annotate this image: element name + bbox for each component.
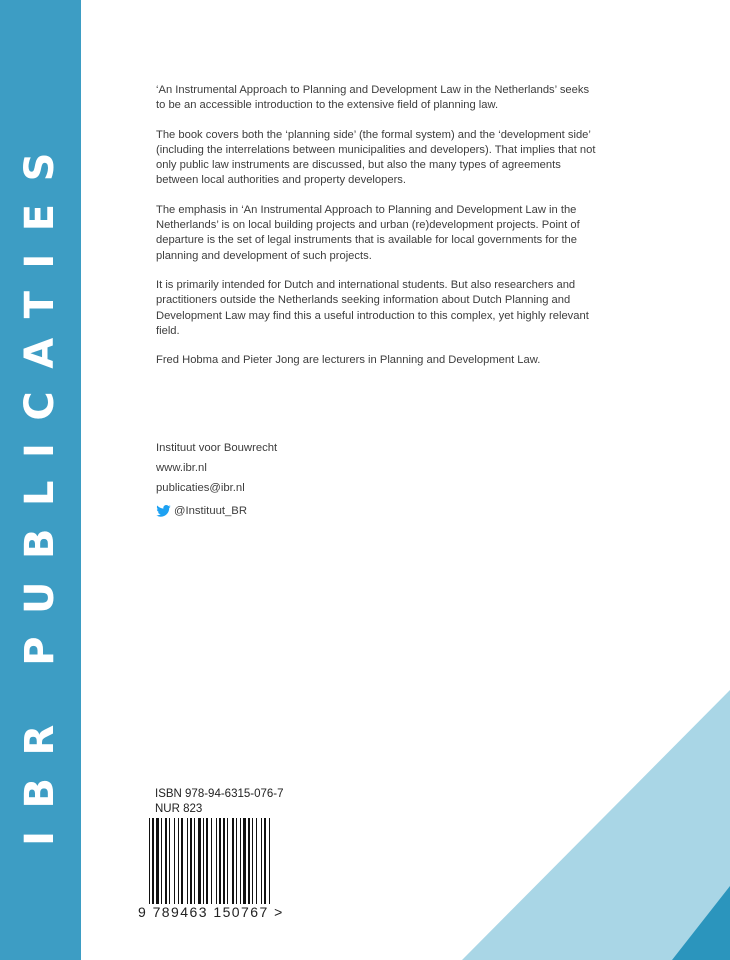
barcode-bar [252,818,253,904]
barcode-bar [264,818,266,904]
blurb-paragraph: ‘An Instrumental Approach to Planning and Development Law in the Netherlands’ seeks to be an accessible introduction to the extensive field of planning law. [156,84,590,112]
barcode-bar [256,818,257,904]
email-link[interactable]: publicaties@ibr.nl [156,482,245,494]
barcode-bar [190,818,192,904]
blurb-paragraph: Fred Hobma and Pieter Jong are lecturers in Planning and Development Law. [156,354,541,367]
isbn-block [155,787,284,817]
barcode-bar [261,818,262,904]
blurb-paragraph: It is primarily intended for Dutch and international students. But also researchers and practitioners outside the Netherlands seeking information about Dutch Planning and Development Law may find this a useful introduction to this complex, yet highly relevant field. [156,278,589,337]
barcode-bar [181,818,183,904]
barcode-bar [236,818,237,904]
light-blue-triangle [462,690,730,960]
barcode-bar [269,818,270,904]
twitter-text: @Instituut_BR [174,505,248,517]
barcode-bar [152,818,154,904]
barcode-bar [178,818,179,904]
barcode-bar [219,818,221,904]
barcode-bar [232,818,234,904]
barcode-bar [156,818,159,904]
barcode-bar [216,818,217,904]
barcode-bar [194,818,195,904]
barcode-bar [149,818,150,904]
barcode-bar [165,818,167,904]
barcode-digits: 9 789463 150767 > [138,904,284,920]
publisher-name: Instituut voor Bouwrecht [156,442,278,454]
barcode-bar [248,818,250,904]
barcode-bar [240,818,241,904]
website-link[interactable]: www.ibr.nl [156,462,207,474]
barcode-bar [223,818,225,904]
barcode-bar [243,818,246,904]
barcode-bar [198,818,201,904]
spine-title: IBR PUBLICATIES [17,130,63,846]
barcode-bar [187,818,188,904]
barcode-bar [227,818,228,904]
barcode-bar [169,818,170,904]
barcode [148,818,272,904]
nur-code: NUR 823 [155,803,203,815]
blurb-paragraph: The book covers both the ‘planning side’ (the formal system) and the ‘development side’ (including the interrelations between municipalities and developers). That implies that not only public law instruments are discussed, but also the many types of agreements between local authorities and property developers. [156,128,596,187]
barcode-bar [203,818,204,904]
barcode-bar [211,818,212,904]
barcode-bar [161,818,162,904]
isbn-number: ISBN 978-94-6315-076-7 [155,788,284,800]
blurb-paragraph: The emphasis in ‘An Instrumental Approach to Planning and Development Law in the Netherlands’ is on local building projects and urban (re)development projects. Point of departure is the set of legal instruments that is available for local governments for the planning and development of such projects. [156,203,580,262]
barcode-bar [206,818,208,904]
barcode-bar [174,818,175,904]
